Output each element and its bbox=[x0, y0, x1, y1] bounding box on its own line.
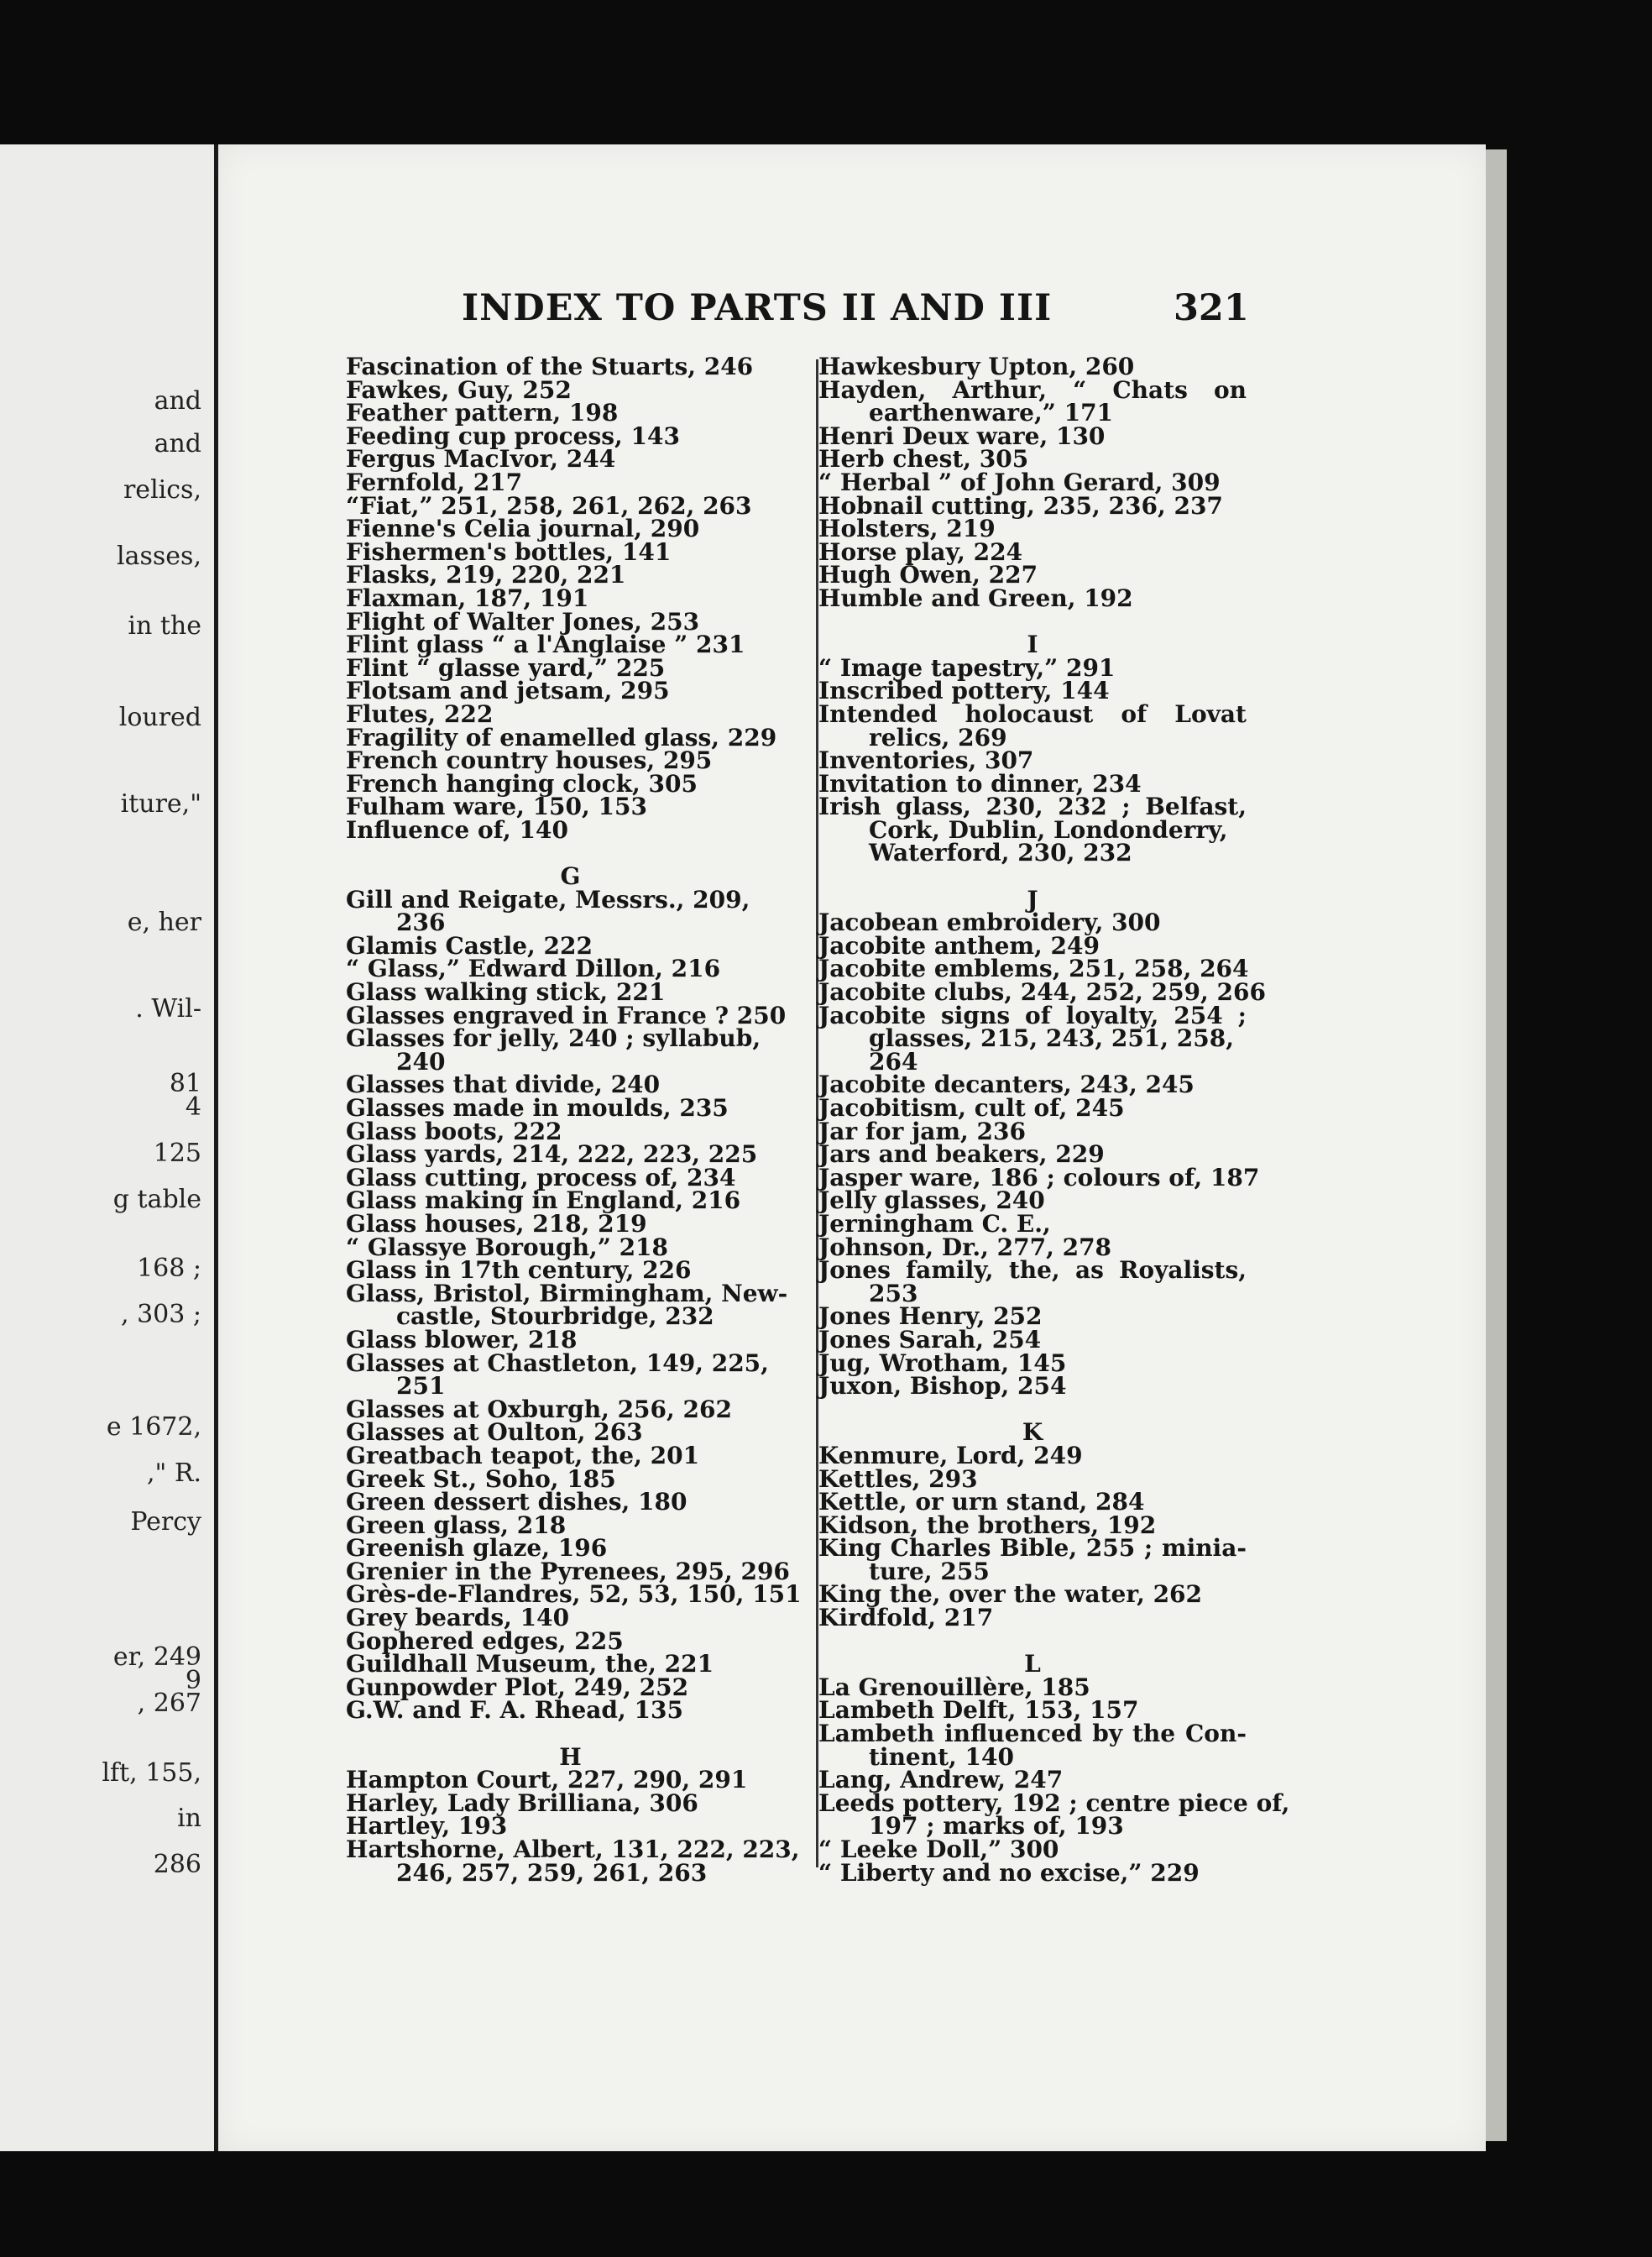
index-column-right bbox=[818, 353, 1290, 1887]
left-page-text: e 1672, bbox=[106, 1411, 201, 1442]
index-entry: Herb chest, 305 bbox=[818, 445, 1029, 474]
left-page-text: ," R. bbox=[147, 1458, 201, 1488]
index-entry: “ Liberty and no excise,” 229 bbox=[818, 1858, 1200, 1887]
left-page-text: loured bbox=[118, 703, 201, 733]
index-entry: Glass in 17th century, 226 bbox=[346, 1256, 692, 1285]
left-page-text: 9 bbox=[185, 1665, 201, 1695]
index-entry: Gill and Reigate, Messrs., 209, bbox=[346, 885, 750, 914]
index-entry: Feather pattern, 198 bbox=[346, 399, 619, 427]
index-entry: Glasses that divide, 240 bbox=[346, 1071, 661, 1099]
index-entry: Hartshorne, Albert, 131, 222, 223, bbox=[346, 1835, 800, 1863]
index-entry: “ Glassye Borough,” 218 bbox=[346, 1233, 669, 1261]
left-page-text: 4 bbox=[185, 1092, 201, 1122]
index-entry: relics, 269 bbox=[869, 723, 1007, 751]
index-entry: Gophered edges, 225 bbox=[346, 1626, 624, 1655]
index-entry: Jacobite emblems, 251, 258, 264 bbox=[818, 955, 1249, 983]
left-page-text: lasses, bbox=[117, 542, 201, 572]
index-entry: 236 bbox=[396, 909, 446, 937]
index-entry: Kidson, the brothers, 192 bbox=[818, 1511, 1157, 1539]
index-entry: Glass making in England, 216 bbox=[346, 1186, 741, 1215]
left-page-text: 286 bbox=[153, 1850, 201, 1880]
index-entry: Fulham ware, 150, 153 bbox=[346, 793, 647, 821]
index-entry: Glasses made in moulds, 235 bbox=[346, 1094, 729, 1122]
index-section-letter: H bbox=[559, 1742, 582, 1771]
index-entry: Fawkes, Guy, 252 bbox=[346, 375, 572, 404]
index-entry: Hobnail cutting, 235, 236, 237 bbox=[818, 491, 1223, 520]
index-entry: Glasses at Oulton, 263 bbox=[346, 1418, 643, 1447]
left-page-text: , 267 bbox=[137, 1689, 201, 1719]
index-entry: Hartley, 193 bbox=[346, 1812, 508, 1841]
left-page-text: Percy bbox=[130, 1506, 201, 1537]
index-entry: Flint “ glasse yard,” 225 bbox=[346, 653, 666, 682]
index-entry: ture, 255 bbox=[869, 1557, 990, 1585]
index-entry: 246, 257, 259, 261, 263 bbox=[396, 1858, 708, 1887]
index-entry: Hugh Owen, 227 bbox=[818, 561, 1038, 589]
index-entry: 251 bbox=[396, 1372, 446, 1401]
index-entry: Jones Sarah, 254 bbox=[818, 1325, 1042, 1354]
index-entry: Irish glass, 230, 232 ; Belfast, bbox=[818, 793, 1247, 821]
left-page-text: lft, 155, bbox=[102, 1757, 201, 1788]
index-entry: Influence of, 140 bbox=[346, 815, 569, 844]
index-entry: 197 ; marks of, 193 bbox=[869, 1812, 1124, 1841]
left-page-text: iture," bbox=[120, 789, 201, 820]
left-page-text: relics, bbox=[123, 475, 201, 505]
index-entry: Harley, Lady Brilliana, 306 bbox=[346, 1788, 698, 1817]
index-entry: Feeding cup process, 143 bbox=[346, 422, 680, 450]
index-entry: Glass houses, 218, 219 bbox=[346, 1209, 647, 1238]
left-page-text: 168 ; bbox=[137, 1253, 201, 1283]
left-page-text: er, 249 bbox=[112, 1642, 201, 1673]
index-entry: Jacobean embroidery, 300 bbox=[818, 909, 1161, 937]
spacer bbox=[818, 865, 1247, 888]
index-entry: G.W. and F. A. Rhead, 135 bbox=[346, 1696, 683, 1725]
index-section-letter: G bbox=[560, 862, 581, 891]
index-entry: Jar for jam, 236 bbox=[818, 1117, 1026, 1145]
left-page-text: 125 bbox=[153, 1138, 201, 1168]
index-entry: Kettles, 293 bbox=[818, 1464, 978, 1493]
index-entry: Cork, Dublin, Londonderry, bbox=[869, 815, 1228, 844]
index-entry: Flotsam and jetsam, 295 bbox=[346, 677, 670, 705]
index-entry: Greenish glaze, 196 bbox=[346, 1534, 608, 1563]
left-page-text: . Wil- bbox=[135, 994, 201, 1024]
index-entry: Flight of Walter Jones, 253 bbox=[346, 607, 700, 636]
index-entry: Gunpowder Plot, 249, 252 bbox=[346, 1673, 689, 1701]
index-entry: Lambeth influenced by the Con- bbox=[818, 1720, 1247, 1748]
spacer bbox=[346, 1722, 795, 1746]
index-entry: La Grenouillère, 185 bbox=[818, 1673, 1090, 1701]
index-entry: Glass walking stick, 221 bbox=[346, 978, 666, 1007]
left-page-text: g table bbox=[112, 1184, 201, 1214]
index-section-letter: L bbox=[1024, 1650, 1041, 1678]
index-entry: Lambeth Delft, 153, 157 bbox=[818, 1696, 1139, 1725]
index-entry: earthenware,” 171 bbox=[869, 399, 1114, 427]
index-entry: Jelly glasses, 240 bbox=[818, 1186, 1045, 1215]
index-entry: French hanging clock, 305 bbox=[346, 769, 698, 798]
index-entry: Lang, Andrew, 247 bbox=[818, 1766, 1064, 1794]
index-entry: Glass boots, 222 bbox=[346, 1117, 562, 1145]
index-entry: Hayden, Arthur, “ Chats on bbox=[818, 375, 1247, 404]
left-page-text: in the bbox=[128, 610, 201, 641]
running-head: INDEX TO PARTS II AND III bbox=[462, 287, 1053, 329]
index-entry: Johnson, Dr., 277, 278 bbox=[818, 1233, 1112, 1261]
index-entry: Fernfold, 217 bbox=[346, 468, 523, 496]
index-entry: 253 bbox=[869, 1279, 918, 1307]
index-entry: Horse play, 224 bbox=[818, 537, 1023, 566]
index-entry: Fergus MacIvor, 244 bbox=[346, 445, 616, 474]
index-entry: Flasks, 219, 220, 221 bbox=[346, 561, 626, 589]
index-entry: Greatbach teapot, the, 201 bbox=[346, 1441, 700, 1469]
index-entry: Glasses engraved in France ? 250 bbox=[346, 1001, 787, 1029]
index-entry: Green glass, 218 bbox=[346, 1511, 567, 1539]
index-entry: French country houses, 295 bbox=[346, 746, 713, 775]
index-entry: Flint glass “ a l'Anglaise ” 231 bbox=[346, 631, 745, 659]
index-section-letter: K bbox=[1022, 1418, 1043, 1447]
index-entry: Flutes, 222 bbox=[346, 699, 494, 728]
left-page-text: , 303 ; bbox=[121, 1299, 201, 1329]
index-entry: Intended holocaust of Lovat bbox=[818, 699, 1247, 728]
index-entry: Guildhall Museum, the, 221 bbox=[346, 1650, 714, 1678]
index-entry: Kettle, or urn stand, 284 bbox=[818, 1488, 1145, 1516]
index-entry: Glass, Bristol, Birmingham, New- bbox=[346, 1279, 788, 1307]
index-entry: Leeds pottery, 192 ; centre piece of, bbox=[818, 1788, 1290, 1817]
index-entry: 240 bbox=[396, 1047, 446, 1076]
index-entry: Jones family, the, as Royalists, bbox=[818, 1256, 1247, 1285]
index-entry: Glamis Castle, 222 bbox=[346, 931, 593, 960]
index-entry: Glass blower, 218 bbox=[346, 1325, 578, 1354]
index-entry: “ Herbal ” of John Gerard, 309 bbox=[818, 468, 1221, 496]
index-entry: “Fiat,” 251, 258, 261, 262, 263 bbox=[346, 491, 752, 520]
index-entry: Glasses for jelly, 240 ; syllabub, bbox=[346, 1024, 761, 1053]
index-entry: Jasper ware, 186 ; colours of, 187 bbox=[818, 1163, 1260, 1191]
index-entry: Jacobite signs of loyalty, 254 ; bbox=[818, 1001, 1247, 1029]
index-entry: “ Leeke Doll,” 300 bbox=[818, 1835, 1059, 1863]
index-entry: Jug, Wrotham, 145 bbox=[818, 1348, 1067, 1377]
index-section-letter: I bbox=[1027, 631, 1038, 659]
index-entry: Hampton Court, 227, 290, 291 bbox=[346, 1766, 748, 1794]
index-entry: Waterford, 230, 232 bbox=[869, 839, 1132, 867]
index-entry: Humble and Green, 192 bbox=[818, 584, 1133, 612]
index-entry: Hawkesbury Upton, 260 bbox=[818, 353, 1135, 380]
left-page-text: e, her bbox=[127, 908, 201, 938]
index-entry: Henri Deux ware, 130 bbox=[818, 422, 1106, 450]
index-entry: Glasses at Chastleton, 149, 225, bbox=[346, 1348, 769, 1377]
index-entry: Jacobite decanters, 243, 245 bbox=[818, 1071, 1195, 1099]
page-number: 321 bbox=[1174, 287, 1249, 329]
index-entry: tinent, 140 bbox=[869, 1742, 1014, 1771]
index-entry: Flaxman, 187, 191 bbox=[346, 584, 589, 612]
index-entry: Inscribed pottery, 144 bbox=[818, 677, 1110, 705]
index-entry: Glasses at Oxburgh, 256, 262 bbox=[346, 1395, 732, 1423]
index-entry: Jacobitism, cult of, 245 bbox=[818, 1094, 1125, 1122]
index-entry: glasses, 215, 243, 251, 258, bbox=[869, 1024, 1234, 1053]
spacer bbox=[818, 1398, 1247, 1422]
index-entry: Grès-de-Flandres, 52, 53, 150, 151 bbox=[346, 1580, 802, 1609]
index-entry: King Charles Bible, 255 ; minia- bbox=[818, 1534, 1247, 1563]
index-entry: Kenmure, Lord, 249 bbox=[818, 1441, 1083, 1469]
index-column-left bbox=[346, 353, 802, 1887]
left-page-text: in bbox=[177, 1804, 201, 1834]
index-entry: Juxon, Bishop, 254 bbox=[818, 1372, 1067, 1401]
index-section-letter: J bbox=[1027, 885, 1038, 914]
left-page-text: and bbox=[154, 429, 201, 459]
index-entry: “ Image tapestry,” 291 bbox=[818, 653, 1116, 682]
index-entry: Fishermen's bottles, 141 bbox=[346, 537, 672, 566]
index-entry: Jerningham C. E., bbox=[818, 1209, 1051, 1238]
left-page-text: and bbox=[154, 385, 201, 416]
index-entry: Grey beards, 140 bbox=[346, 1604, 570, 1632]
left-page-fragment bbox=[0, 144, 220, 2151]
spacer bbox=[818, 610, 1247, 634]
spacer bbox=[346, 841, 795, 865]
index-entry: Green dessert dishes, 180 bbox=[346, 1488, 687, 1516]
spacer bbox=[818, 1630, 1247, 1653]
left-page-text: 81 bbox=[169, 1069, 201, 1099]
index-entry: Jacobite clubs, 244, 252, 259, 266 bbox=[818, 978, 1266, 1007]
index-entry: Greek St., Soho, 185 bbox=[346, 1464, 616, 1493]
index-entry: 264 bbox=[869, 1047, 918, 1076]
index-entry: Glass cutting, process of, 234 bbox=[346, 1163, 736, 1191]
index-entry: Glass yards, 214, 222, 223, 225 bbox=[346, 1140, 758, 1169]
index-entry: Fragility of enamelled glass, 229 bbox=[346, 723, 777, 751]
index-entry: “ Glass,” Edward Dillon, 216 bbox=[346, 955, 721, 983]
index-entry: castle, Stourbridge, 232 bbox=[396, 1302, 714, 1331]
index-entry: Holsters, 219 bbox=[818, 515, 996, 543]
index-entry: Jones Henry, 252 bbox=[818, 1302, 1043, 1331]
index-entry: Jars and beakers, 229 bbox=[818, 1140, 1105, 1169]
index-entry: Inventories, 307 bbox=[818, 746, 1034, 775]
index-entry: Grenier in the Pyrenees, 295, 296 bbox=[346, 1557, 790, 1585]
index-entry: Fascination of the Stuarts, 246 bbox=[346, 353, 754, 380]
index-entry: Jacobite anthem, 249 bbox=[818, 931, 1100, 960]
index-entry: Fienne's Celia journal, 290 bbox=[346, 515, 700, 543]
index-entry: Invitation to dinner, 234 bbox=[818, 769, 1142, 798]
index-entry: Kirdfold, 217 bbox=[818, 1604, 994, 1632]
index-entry: King the, over the water, 262 bbox=[818, 1580, 1203, 1609]
